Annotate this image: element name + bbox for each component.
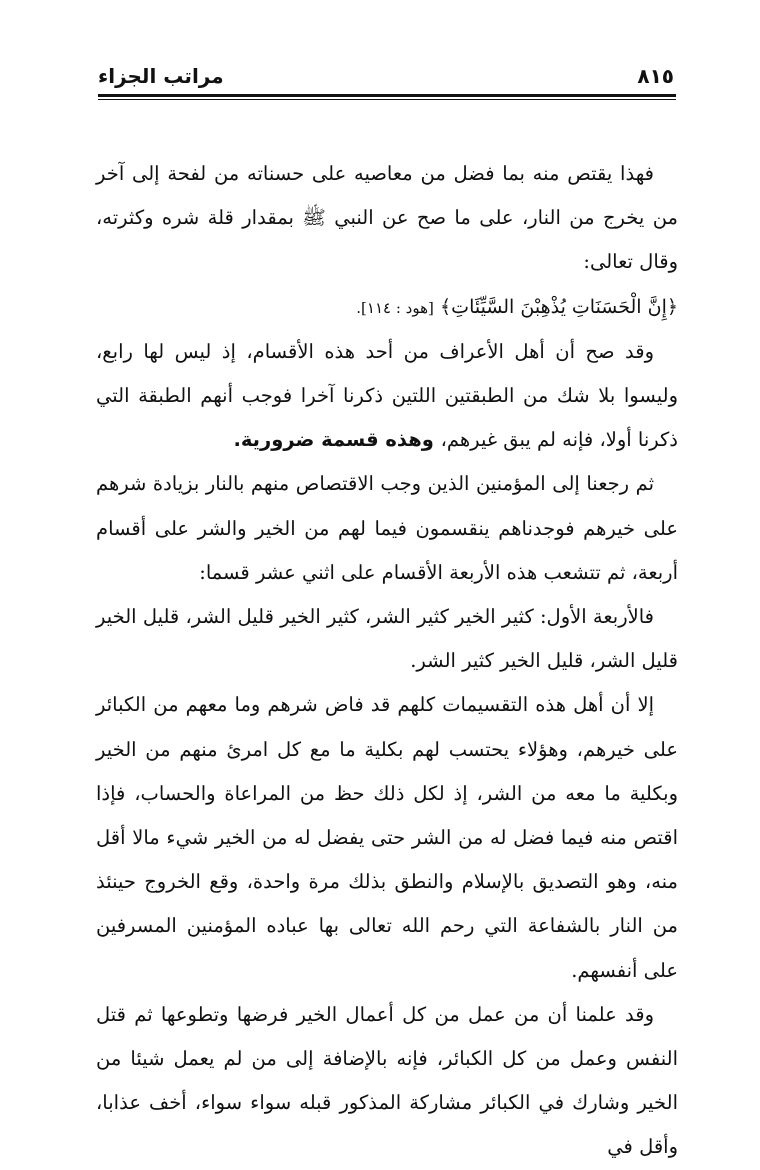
header-rule xyxy=(98,94,676,97)
page-number: ٨١٥ xyxy=(637,64,674,88)
paragraph-text: وقد صح أن أهل الأعراف من أحد هذه الأقسام، إذ ليس لها رابع، وليسوا بلا شك من الطبقتين اللتين ذكرنا آخرا فوجب أنهم الطبقة التي ذكرنا أولا، فإنه لم يبق غيرهم، xyxy=(96,339,678,452)
paragraph-bold-text: وهذه قسمة ضرورية. xyxy=(233,428,441,452)
paragraph xyxy=(96,330,678,463)
paragraph-text: وقد علمنا أن من عمل من كل أعمال الخير فرضها وتطوعها ثم قتل النفس وعمل من كل الكبائر، فإنه بالإضافة إلى من لم يعمل شيئا من الخير وشارك في الكبائر مشاركة المذكور قبله سواء سواء، أخف عذابا، وأقل في xyxy=(96,1002,678,1159)
quran-verse: ﴿إِنَّ الْحَسَنَاتِ يُذْهِبْنَ السَّيِّئَاتِ﴾ xyxy=(440,295,678,318)
paragraph xyxy=(96,993,678,1170)
body-text xyxy=(96,152,678,1170)
paragraph xyxy=(96,683,678,992)
quran-verse-line xyxy=(96,285,678,330)
paragraph xyxy=(96,152,678,285)
paragraph-text: فهذا يقتص منه بما فضل من معاصيه على حسناته من لفحة إلى آخر من يخرج من النار، على ما صح عن النبي ﷺ بمقدار قلة شره وكثرته، وقال تعالى: xyxy=(96,162,678,274)
paragraph xyxy=(96,462,678,595)
paragraph-text: فالأربعة الأول: كثير الخير كثير الشر، كثير الخير قليل الشر، قليل الخير قليل الشر، قليل الخير كثير الشر. xyxy=(96,605,678,673)
paragraph xyxy=(96,595,678,683)
paragraph-text: إلا أن أهل هذه التقسيمات كلهم قد فاض شرهم وما معهم من الكبائر على خيرهم، وهؤلاء يحتسب لهم بكلية ما مع كل امرئ منهم من الخير وبكلية ما معه من الشر، إذ لكل ذلك حظ من المراعاة والحساب، فإذا اقتص منه فيما فضل له من الشر حتى يفضل له من الخير شيء مالا أقل منه، وهو التصديق بالإسلام والنطق بذلك مرة واحدة، وقع الخروج حينئذ من النار بالشفاعة التي رحم الله تعالى بها عباده المؤمنين المسرفين على أنفسهم. xyxy=(96,693,678,982)
verse-citation: [هود : ١١٤]. xyxy=(356,298,434,317)
page-header xyxy=(98,58,674,92)
paragraph-text: ثم رجعنا إلى المؤمنين الذين وجب الاقتصاص منهم بالنار بزيادة شرهم على خيرهم فوجدناهم ينقسمون فيما لهم من الخير والشر على أقسام أربعة، ثم تتشعب هذه الأربعة الأقسام على اثني عشر قسما: xyxy=(96,472,678,584)
header-rule-thin xyxy=(98,99,676,100)
running-title: مراتب الجزاء xyxy=(98,64,224,88)
